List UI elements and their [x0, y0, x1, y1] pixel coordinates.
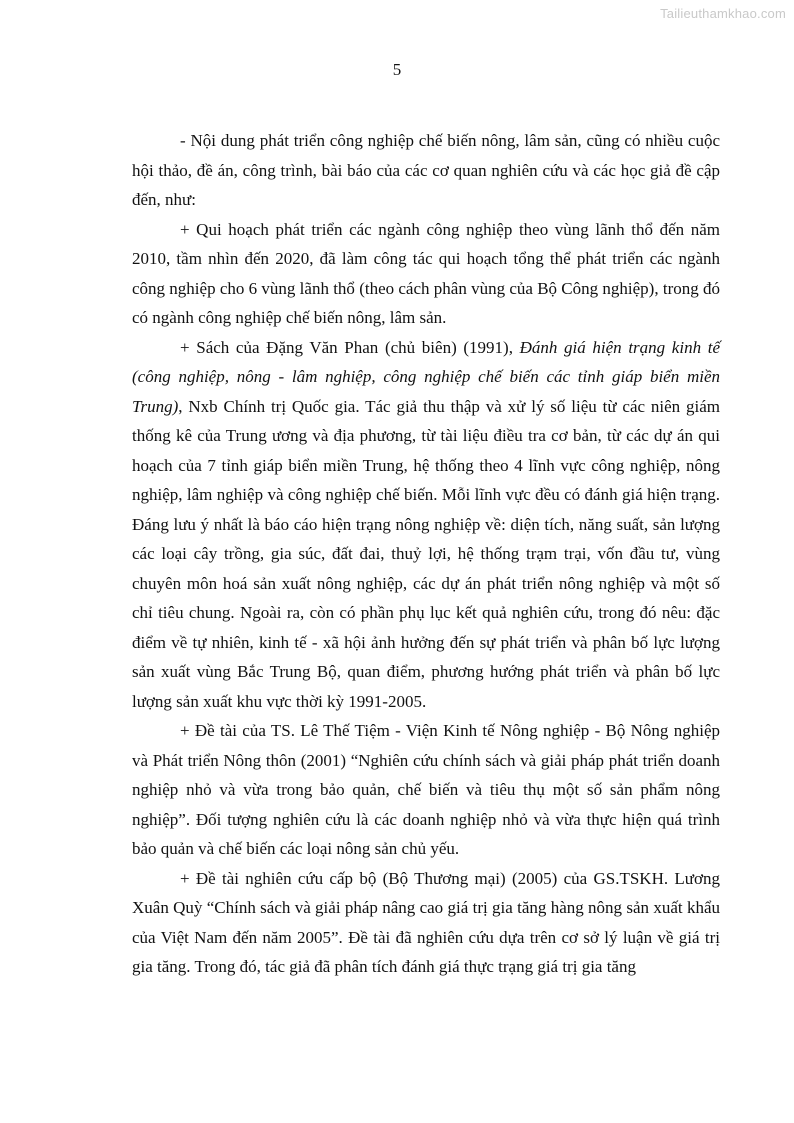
book-title: Đánh giá hiện trạng kinh tế (công nghiệp, nông - lâm nghiệp, công nghiệp chế biến các tỉnh giáp biển miền Trung) — [132, 337, 720, 416]
document-body — [132, 126, 720, 982]
book-description: , Nxb Chính trị Quốc gia. Tác giả thu thập và xử lý số liệu từ các niên giám thống kê của Trung ương và địa phương, từ tài liệu điều tra cơ bản, từ các dự án qui hoạch của 7 tỉnh giáp biển miền Trung, hệ thống theo 4 lĩnh vực công nghiệp, nông nghiệp, lâm nghiệp và công nghiệp chế biến. Mỗi lĩnh vực đều có đánh giá hiện trạng. Đáng lưu ý nhất là báo cáo hiện trạng nông nghiệp về: diện tích, năng suất, sản lượng các loại cây trồng, gia súc, đất đai, thuỷ lợi, hệ thống trạm trại, vốn đầu tư, vùng chuyên môn hoá sản xuất nông nghiệp, các dự án phát triển nông nghiệp và một số chỉ tiêu chung. Ngoài ra, còn có phần phụ lục kết quả nghiên cứu, trong đó nêu: đặc điểm về tự nhiên, kinh tế - xã hội ảnh hưởng đến sự phát triển và phân bố lực lượng sản xuất vùng Bắc Trung Bộ, quan điểm, phương hướng phát triển và phân bố lực lượng sản xuất khu vực thời kỳ 1991-2005. — [132, 396, 720, 711]
paragraph-study-luong-xuan-quy: + Đề tài nghiên cứu cấp bộ (Bộ Thương mại) (2005) của GS.TSKH. Lương Xuân Quỳ “Chính sách và giải pháp nâng cao giá trị gia tăng hàng nông sản xuất khẩu của Việt Nam đến năm 2005”. Đề tài đã nghiên cứu dựa trên cơ sở lý luận về giá trị gia tăng. Trong đó, tác giả đã phân tích đánh giá thực trạng giá trị gia tăng — [132, 868, 720, 976]
page-number: 5 — [392, 60, 402, 79]
paragraph-study-le-the-tiem: + Đề tài của TS. Lê Thế Tiệm - Viện Kinh tế Nông nghiệp - Bộ Nông nghiệp và Phát triển Nông thôn (2001) “Nghiên cứu chính sách và giải pháp phát triển doanh nghiệp nhỏ và vừa trong bảo quản, chế biến và tiêu thụ một số sản phẩm nông nghiệp”. Đối tượng nghiên cứu là các doanh nghiệp nhỏ và vừa thực hiện quá trình bảo quản và chế biến các loại nông sản chủ yếu. — [132, 721, 720, 858]
paragraph-book-reference — [132, 333, 720, 717]
paragraph-planning: + Qui hoạch phát triển các ngành công nghiệp theo vùng lãnh thổ đến năm 2010, tầm nhìn đến 2020, đã làm công tác qui hoạch tổng thể phát triển các ngành công nghiệp cho 6 vùng lãnh thổ (theo cách phân vùng của Bộ Công nghiệp), trong đó có ngành công nghiệp chế biến nông, lâm sản. — [132, 219, 720, 327]
watermark: Tailieuthamkhao.com — [660, 6, 786, 21]
book-citation-prefix: + Sách của Đặng Văn Phan (chủ biên) (1991), — [180, 337, 520, 357]
paragraph-intro: - Nội dung phát triển công nghiệp chế biến nông, lâm sản, cũng có nhiều cuộc hội thảo, đề án, công trình, bài báo của các cơ quan nghiên cứu và các học giả đề cập đến, như: — [132, 131, 720, 209]
